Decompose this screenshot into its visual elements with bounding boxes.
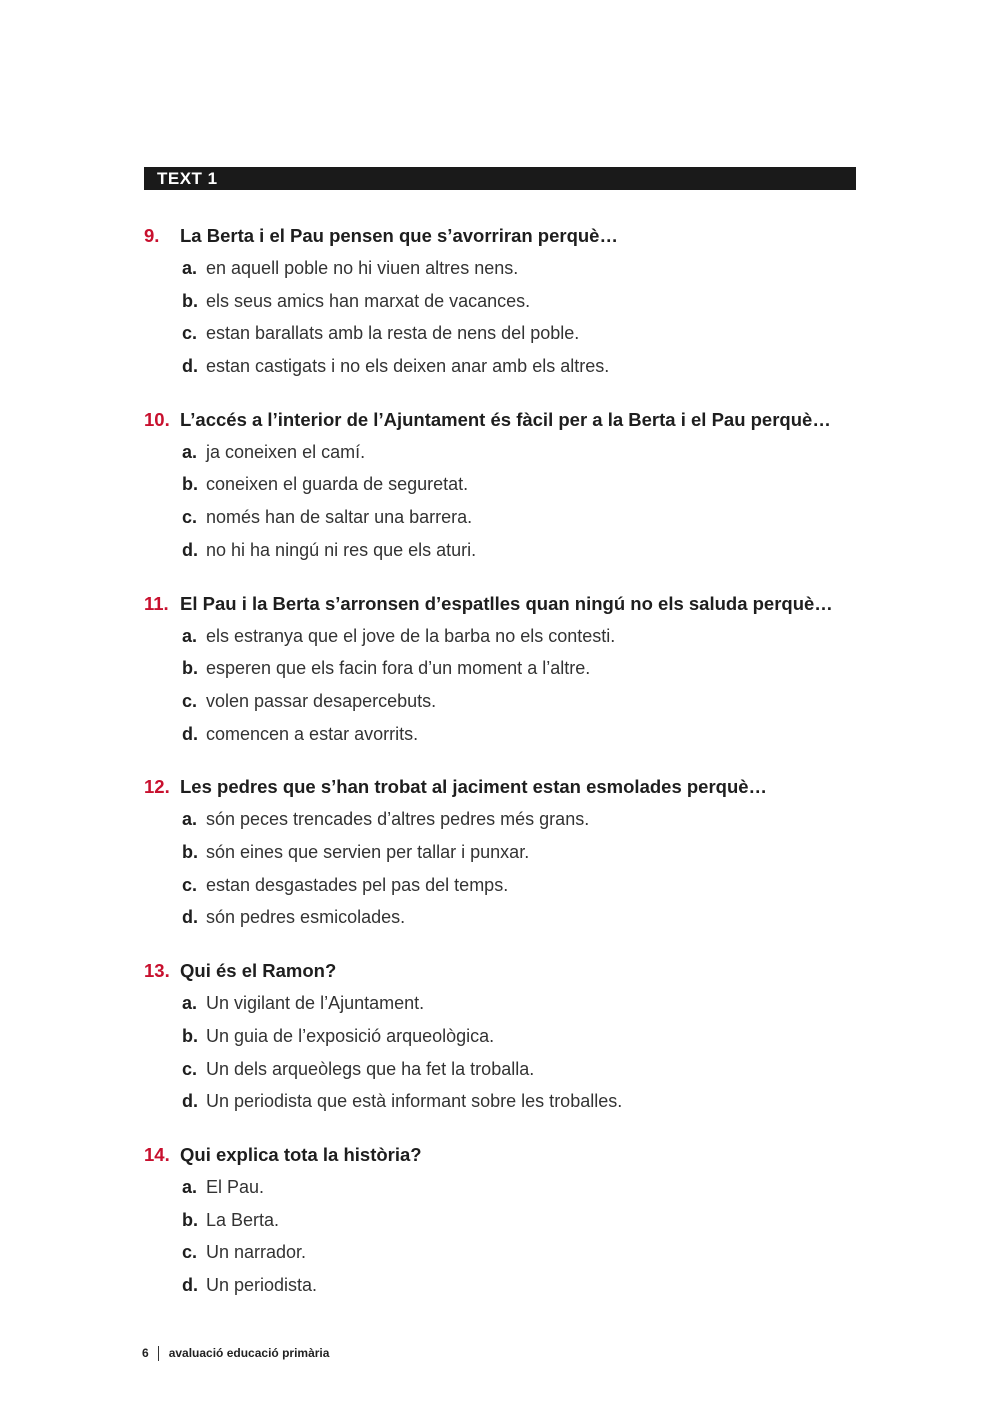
option-letter: c. [182,690,198,711]
answer-option[interactable] [144,1053,864,1086]
answer-option[interactable] [144,1204,864,1237]
answer-option[interactable] [144,468,864,501]
option-text: són peces trencades d’altres pedres més grans. [206,809,590,830]
question-list [144,219,864,1322]
answer-option[interactable] [144,803,864,836]
answer-option[interactable] [144,652,864,685]
option-text: comencen a estar avorrits. [206,723,419,744]
section-title: TEXT 1 [157,169,218,188]
option-text: només han de saltar una barrera. [206,507,473,528]
option-letter: d. [182,1275,198,1296]
page-number: 6 [142,1346,149,1360]
question-text: L’accés a l’interior de l’Ajuntament és fàcil per a la Berta i el Pau perquè… [180,408,831,430]
option-text: estan castigats i no els deixen anar amb els altres. [206,356,610,377]
option-text: La Berta. [206,1209,280,1230]
answer-option[interactable] [144,620,864,653]
answer-option[interactable] [144,836,864,869]
question-number: 13. [144,960,170,982]
option-letter: b. [182,290,198,311]
option-text: Un vigilant de l’Ajuntament. [206,993,425,1014]
option-text: volen passar desapercebuts. [206,690,437,711]
answer-option[interactable] [144,718,864,751]
question-heading [144,954,864,987]
option-letter: c. [182,1242,198,1263]
answer-option[interactable] [144,350,864,383]
footer-divider [158,1346,159,1361]
option-letter: a. [182,258,198,278]
option-text: estan barallats amb la resta de nens del poble. [206,323,580,344]
answer-option[interactable] [144,987,864,1020]
question-text: Qui és el Ramon? [180,960,337,982]
question-6 [144,1138,864,1322]
option-letter: b. [182,1025,198,1046]
answer-option[interactable] [144,901,864,934]
answer-option[interactable] [144,252,864,285]
option-text: Un periodista. [206,1275,318,1296]
option-letter: a. [182,441,198,462]
option-text: són eines que servien per tallar i punxar. [206,842,530,863]
option-letter: c. [182,1058,198,1079]
question-number: 10. [144,408,170,430]
answer-option[interactable] [144,869,864,902]
question-number: 11. [144,592,169,614]
option-letter: b. [182,474,198,495]
answer-option[interactable] [144,1236,864,1269]
answer-option[interactable] [144,1085,864,1118]
answer-option[interactable] [144,685,864,718]
answer-options [144,987,864,1118]
option-letter: a. [182,993,198,1014]
option-letter: b. [182,658,198,679]
option-letter: a. [182,625,198,646]
question-1 [144,219,864,403]
question-text: La Berta i el Pau pensen que s’avorriran perquè… [180,225,618,246]
question-heading [144,403,864,436]
question-text: Qui explica tota la història? [180,1143,422,1165]
answer-options [144,252,864,383]
question-number: 14. [144,1143,170,1165]
answer-option[interactable] [144,501,864,534]
question-2 [144,403,864,587]
option-text: els seus amics han marxat de vacances. [206,290,531,311]
option-letter: c. [182,323,198,344]
option-text: Un periodista que està informant sobre les troballes. [206,1091,623,1112]
question-3 [144,587,864,771]
answer-options [144,1171,864,1302]
question-text: El Pau i la Berta s’arronsen d’espatlles quan ningú no els saluda perquè… [180,592,833,614]
option-letter: d. [182,1091,198,1112]
answer-options [144,620,864,751]
option-letter: d. [182,356,198,377]
question-4 [144,770,864,954]
question-heading [144,1138,864,1171]
option-text: estan desgastades pel pas del temps. [206,874,509,895]
option-text: en aquell poble no hi viuen altres nens. [206,258,519,278]
option-letter: a. [182,809,198,830]
option-text: no hi ha ningú ni res que els aturi. [206,539,477,560]
answer-option[interactable] [144,1020,864,1053]
option-text: els estranya que el jove de la barba no els contesti. [206,625,616,646]
option-text: esperen que els facin fora d’un moment a l’altre. [206,658,591,679]
question-5 [144,954,864,1138]
answer-option[interactable] [144,317,864,350]
question-heading [144,587,864,620]
answer-option[interactable] [144,534,864,567]
option-text: Un dels arqueòlegs que ha fet la troballa. [206,1058,535,1079]
option-letter: a. [182,1176,198,1197]
answer-options [144,436,864,567]
answer-options [144,803,864,934]
page-footer [142,1346,329,1361]
footer-label: avaluació educació primària [168,1346,330,1360]
option-text: El Pau. [206,1176,265,1197]
option-text: coneixen el guarda de seguretat. [206,474,469,495]
answer-option[interactable] [144,285,864,318]
answer-option[interactable] [144,1171,864,1204]
question-heading [144,770,864,803]
question-number: 12. [144,776,170,798]
option-letter: d. [182,723,198,744]
option-letter: b. [182,1209,198,1230]
option-letter: c. [182,874,198,895]
question-number: 9. [144,225,160,246]
option-letter: d. [182,907,198,928]
option-text: ja coneixen el camí. [206,441,366,462]
answer-option[interactable] [144,436,864,469]
option-letter: b. [182,842,198,863]
section-header-bar [144,167,856,190]
option-text: són pedres esmicolades. [206,907,406,928]
option-letter: d. [182,539,198,560]
question-heading [144,219,864,252]
option-text: Un narrador. [206,1242,307,1263]
question-text: Les pedres que s’han trobat al jaciment estan esmolades perquè… [180,776,768,798]
answer-option[interactable] [144,1269,864,1302]
option-text: Un guia de l’exposició arqueològica. [206,1025,495,1046]
option-letter: c. [182,507,198,528]
